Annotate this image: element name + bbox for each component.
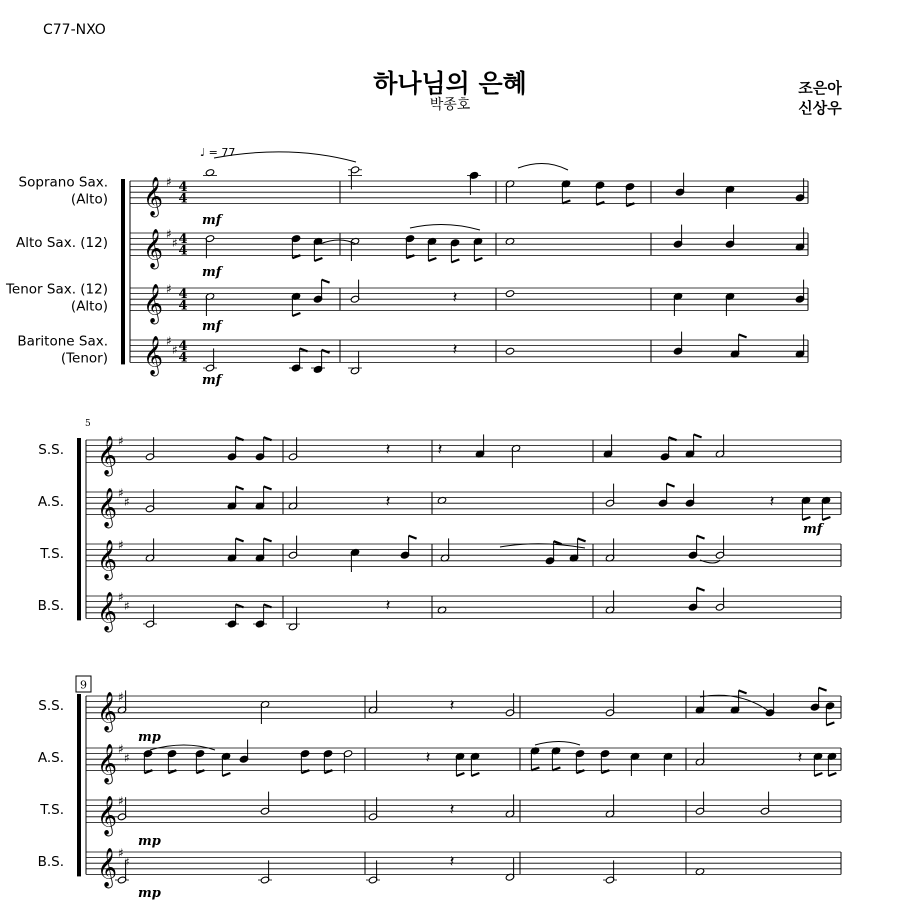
- key-sharp-icon: ♯: [118, 486, 124, 500]
- note-flag: [814, 773, 822, 776]
- key-sharp-icon: ♯: [124, 750, 130, 765]
- tempo-marking: ♩ = 77: [200, 146, 236, 159]
- quarter-rest-icon: 𝄽: [452, 287, 458, 307]
- note-flag: [322, 350, 330, 353]
- dynamic-marking: mf: [202, 213, 222, 228]
- treble-clef-icon: 𝄞: [97, 691, 118, 732]
- note-flag: [694, 434, 702, 437]
- key-sharp-icon: ♯: [166, 175, 172, 189]
- key-sharp-icon: ♯: [166, 227, 172, 241]
- quarter-rest-icon: 𝄽: [437, 439, 443, 459]
- quarter-rest-icon: 𝄽: [769, 491, 775, 511]
- slur: [320, 240, 356, 244]
- key-sharp-icon: ♯: [118, 690, 124, 704]
- note-flag: [697, 588, 705, 591]
- slur: [410, 224, 480, 230]
- slur: [214, 152, 356, 162]
- staff-label: B.S.: [37, 854, 64, 870]
- quarter-rest-icon: 𝄽: [385, 491, 391, 511]
- note-flag: [697, 536, 705, 539]
- arranger-name: 조은아: [798, 79, 842, 97]
- dynamic-marking: mf: [202, 319, 222, 334]
- treble-clef-icon: 𝄞: [97, 743, 118, 784]
- staff-label: Tenor Sax. (12): [5, 281, 108, 298]
- staff-label: B.S.: [37, 598, 64, 614]
- note-flag: [802, 517, 810, 520]
- staff-label: (Alto): [70, 298, 108, 315]
- quarter-rest-icon: 𝄽: [449, 695, 455, 715]
- key-sharp-icon: ♯: [124, 494, 130, 509]
- time-signature-denominator: 4: [178, 298, 188, 314]
- staff-label: (Tenor): [60, 350, 108, 367]
- time-signature-denominator: 4: [178, 350, 188, 366]
- note-flag: [578, 538, 586, 541]
- key-sharp-icon: ♯: [124, 598, 130, 613]
- key-sharp-icon: ♯: [118, 794, 124, 808]
- note-flag: [428, 258, 436, 261]
- quarter-rest-icon: 𝄽: [452, 339, 458, 359]
- note-flag: [531, 767, 539, 770]
- staff-label: (Alto): [70, 191, 108, 208]
- note-flag: [236, 538, 244, 541]
- time-signature-numerator: 4: [178, 232, 188, 248]
- treble-clef-icon: 𝄞: [97, 539, 118, 580]
- note-flag: [739, 334, 747, 337]
- staff-label: A.S.: [37, 750, 64, 766]
- quarter-rest-icon: 𝄽: [385, 439, 391, 459]
- composer-name: 박종호: [429, 97, 471, 113]
- system-bracket: [77, 438, 81, 620]
- note-flag: [471, 773, 479, 776]
- system-bracket: [121, 179, 125, 364]
- note-flag: [826, 722, 834, 725]
- treble-clef-icon: 𝄞: [97, 487, 118, 528]
- quarter-rest-icon: 𝄽: [449, 851, 455, 871]
- time-signature-numerator: 4: [178, 339, 188, 355]
- note-flag: [451, 259, 459, 262]
- note-flag: [222, 773, 230, 776]
- note-flag: [409, 536, 417, 539]
- treble-clef-icon: 𝄞: [143, 176, 164, 217]
- treble-clef-icon: 𝄞: [97, 435, 118, 476]
- score-title: 하나님의 은혜: [373, 69, 527, 98]
- staff-label: T.S.: [40, 546, 64, 562]
- quarter-rest-icon: 𝄽: [797, 747, 803, 767]
- staff-label: S.S.: [38, 698, 64, 714]
- dynamic-marking: mp: [138, 834, 161, 849]
- time-signature-denominator: 4: [178, 243, 188, 259]
- dynamic-marking: mp: [138, 886, 161, 901]
- time-signature-numerator: 4: [178, 180, 188, 196]
- staff-label: Baritone Sax.: [17, 333, 108, 350]
- key-sharp-icon: ♯: [172, 235, 178, 250]
- key-sharp-icon: ♯: [166, 282, 172, 296]
- note-flag: [264, 538, 272, 541]
- note-flag: [822, 517, 830, 520]
- note-flag: [667, 484, 675, 487]
- dynamic-marking: mf: [202, 265, 222, 280]
- key-sharp-icon: ♯: [166, 334, 172, 348]
- key-sharp-icon: ♯: [118, 538, 124, 552]
- key-sharp-icon: ♯: [172, 342, 178, 357]
- note-flag: [552, 767, 560, 770]
- treble-clef-icon: 𝄞: [97, 847, 118, 888]
- key-sharp-icon: ♯: [118, 846, 124, 860]
- measure-number: 5: [85, 419, 91, 429]
- staff-label: S.S.: [38, 442, 64, 458]
- staff-label: A.S.: [37, 494, 64, 510]
- score-code: C77-NXO: [43, 22, 106, 38]
- dynamic-marking: mf: [803, 522, 823, 537]
- staff-label: Alto Sax. (12): [16, 235, 108, 251]
- note-flag: [314, 258, 322, 261]
- treble-clef-icon: 𝄞: [143, 283, 164, 324]
- note-flag: [292, 313, 300, 316]
- quarter-rest-icon: 𝄽: [425, 747, 431, 767]
- slur: [150, 745, 215, 750]
- dynamic-marking: mp: [138, 730, 161, 745]
- note-head: [505, 290, 514, 298]
- key-sharp-icon: ♯: [118, 590, 124, 604]
- note-flag: [322, 280, 330, 283]
- dynamic-marking: mf: [202, 373, 222, 388]
- note-flag: [828, 773, 836, 776]
- rehearsal-mark: 9: [80, 678, 87, 692]
- note-flag: [264, 486, 272, 489]
- quarter-rest-icon: 𝄽: [385, 595, 391, 615]
- note-flag: [474, 258, 482, 261]
- key-sharp-icon: ♯: [118, 742, 124, 756]
- key-sharp-icon: ♯: [124, 854, 130, 869]
- treble-clef-icon: 𝄞: [143, 228, 164, 269]
- key-sharp-icon: ♯: [118, 434, 124, 448]
- system-bracket: [77, 694, 81, 876]
- time-signature-denominator: 4: [178, 191, 188, 207]
- treble-clef-icon: 𝄞: [97, 591, 118, 632]
- arranger-name: 신상우: [798, 99, 842, 117]
- note-flag: [596, 202, 604, 205]
- slur: [535, 742, 580, 746]
- note-flag: [819, 688, 827, 691]
- staff-label: Soprano Sax.: [18, 174, 108, 191]
- staff-label: T.S.: [40, 802, 64, 818]
- time-signature-numerator: 4: [178, 287, 188, 303]
- note-flag: [236, 486, 244, 489]
- quarter-rest-icon: 𝄽: [449, 799, 455, 819]
- note-flag: [562, 200, 570, 203]
- treble-clef-icon: 𝄞: [143, 335, 164, 376]
- note-flag: [456, 773, 464, 776]
- slur: [518, 163, 568, 170]
- note-head: [505, 347, 514, 355]
- treble-clef-icon: 𝄞: [97, 795, 118, 836]
- note-flag: [739, 690, 747, 693]
